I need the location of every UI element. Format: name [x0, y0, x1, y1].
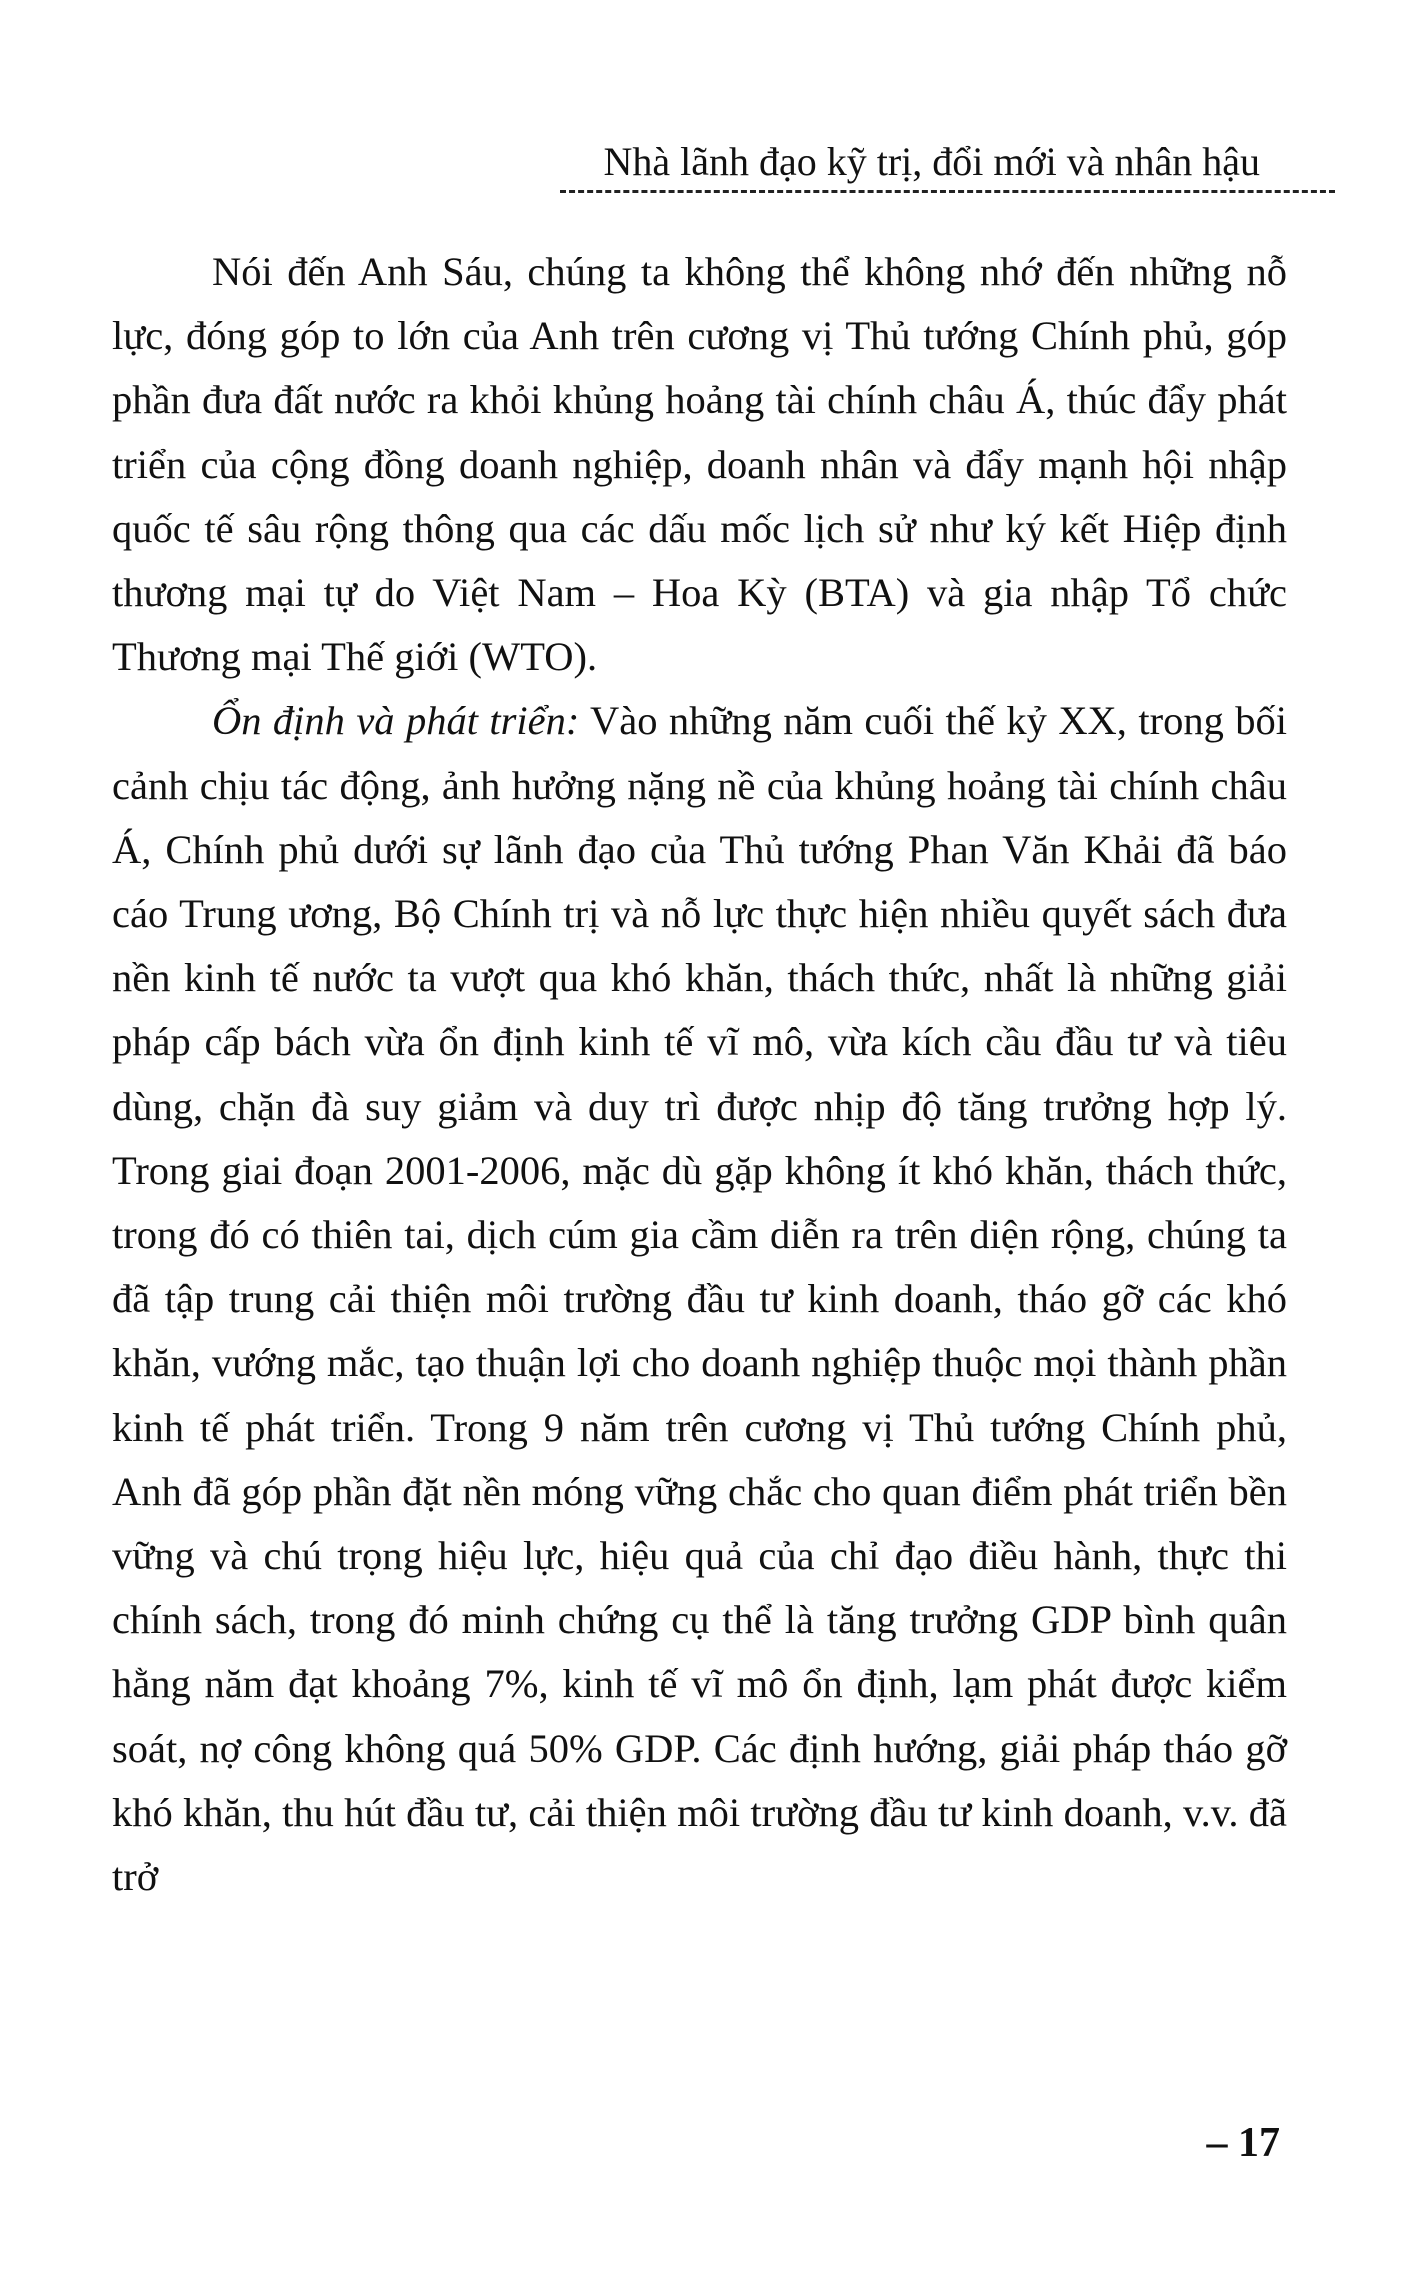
- paragraph-2-lead: Ổn định và phát triển:: [212, 698, 580, 744]
- page-number: – 17: [1206, 2120, 1280, 2166]
- paragraph-2-text: Vào những năm cuối thế kỷ XX, trong bối cảnh chịu tác động, ảnh hưởng nặng nề của khủng hoảng tài chính châu Á, Chính phủ dưới sự lãnh đạo của Thủ tướng Phan Văn Khải đã báo cáo Trung ương, Bộ Chính trị và nỗ lực thực hiện nhiều quyết sách đưa nền kinh tế nước ta vượt qua khó khăn, thách thức, nhất là những giải pháp cấp bách vừa ổn định kinh tế vĩ mô, vừa kích cầu đầu tư và tiêu dùng, chặn đà suy giảm và duy trì được nhịp độ tăng trưởng hợp lý. Trong giai đoạn 2001-2006, mặc dù gặp không ít khó khăn, thách thức, trong đó có thiên tai, dịch cúm gia cầm diễn ra trên diện rộng, chúng ta đã tập trung cải thiện môi trường đầu tư kinh doanh, tháo gỡ các khó khăn, vướng mắc, tạo thuận lợi cho doanh nghiệp thuộc mọi thành phần kinh tế phát triển. Trong 9 năm trên cương vị Thủ tướng Chính phủ, Anh đã góp phần đặt nền móng vững chắc cho quan điểm phát triển bền vững và chú trọng hiệu lực, hiệu quả của chỉ đạo điều hành, thực thi chính sách, trong đó minh chứng cụ thể là tăng trưởng GDP bình quân hằng năm đạt khoảng 7%, kinh tế vĩ mô ổn định, lạm phát được kiểm soát, nợ công không quá 50% GDP. Các định hướng, giải pháp tháo gỡ khó khăn, thu hút đầu tư, cải thiện môi trường đầu tư kinh doanh, v.v. đã trở: [112, 698, 1287, 1900]
- paragraph-1: Nói đến Anh Sáu, chúng ta không thể không nhớ đến những nỗ lực, đóng góp to lớn của Anh trên cương vị Thủ tướng Chính phủ, góp phần đưa đất nước ra khỏi khủng hoảng tài chính châu Á, thúc đẩy phát triển của cộng đồng doanh nghiệp, doanh nhân và đẩy mạnh hội nhập quốc tế sâu rộng thông qua các dấu mốc lịch sử như ký kết Hiệp định thương mại tự do Việt Nam – Hoa Kỳ (BTA) và gia nhập Tổ chức Thương mại Thế giới (WTO).: [112, 249, 1287, 680]
- running-header: Nhà lãnh đạo kỹ trị, đổi mới và nhân hậu: [603, 139, 1260, 184]
- header-divider: [560, 190, 1335, 193]
- body-text: [112, 240, 1287, 1909]
- paragraph-2: [112, 689, 1287, 1909]
